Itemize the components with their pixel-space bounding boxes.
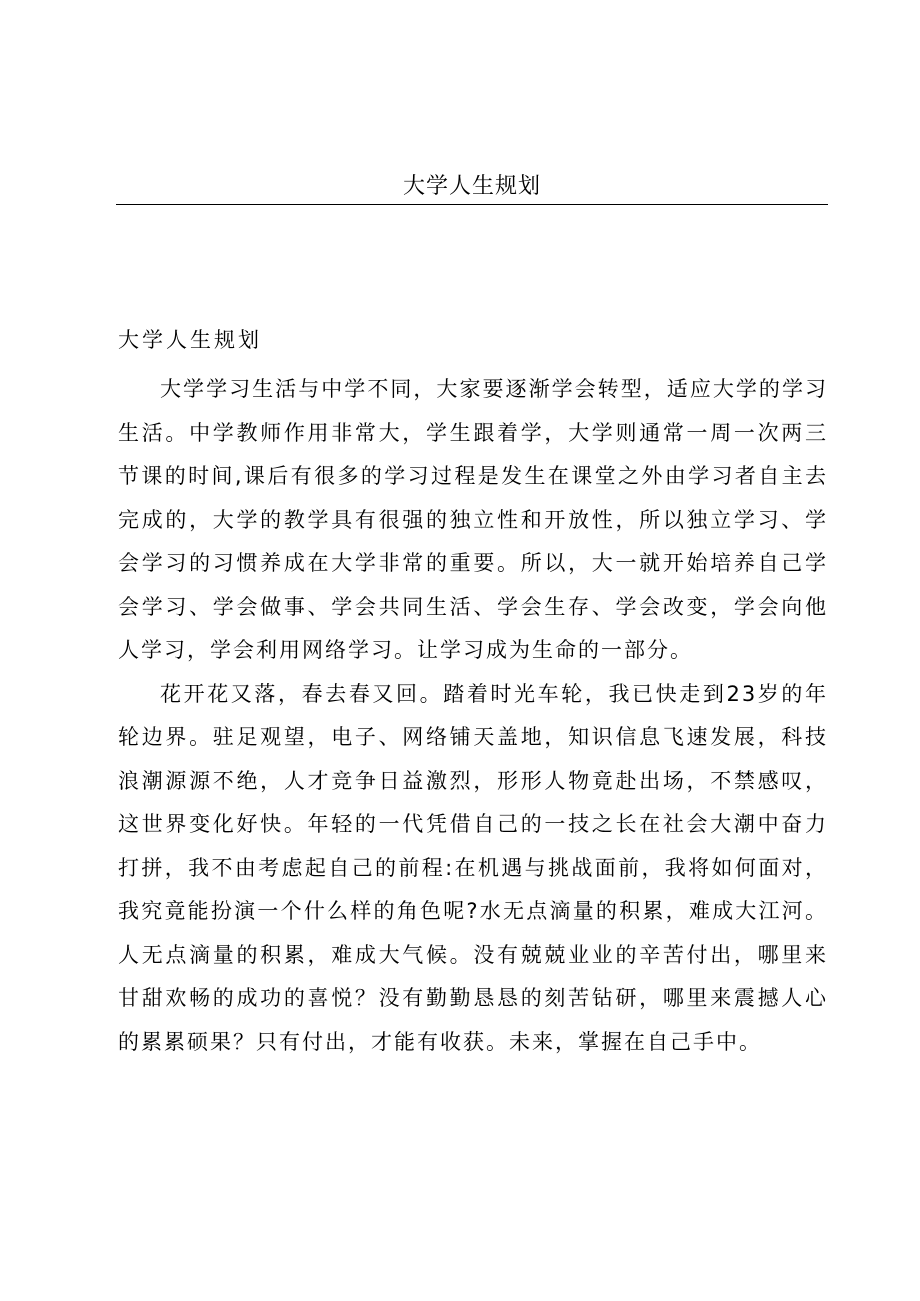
document-heading: 大学人生规划 bbox=[118, 328, 262, 352]
paragraph-2: 花开花又落，春去春又回。踏着时光车轮，我已快走到23岁的年轮边界。驻足观望，电子、网络铺天盖地，知识信息飞速发展，科技浪潮源源不绝，人才竞争日益激烈，形形人物竟赴出场，不禁感叹，这世界变化好快。年轻的一代凭借自己的一技之长在社会大潮中奋力打拼，我不由考虑起自己的前程:在机遇与挑战面前，我将如何面对，我究竟能扮演一个什么样的角色呢?水无点滴量的积累，难成大江河。人无点滴量的积累，难成大气候。没有兢兢业业的辛苦付出，哪里来甘甜欢畅的成功的喜悦？没有勤勤恳恳的刻苦钻研，哪里来震撼人心的累累硕果？只有付出，才能有收获。未来，掌握在自己手中。 bbox=[118, 681, 828, 1054]
header-title: 大学人生规划 bbox=[402, 174, 541, 199]
document-body bbox=[118, 368, 828, 1064]
page-header bbox=[116, 170, 828, 205]
paragraph-1: 大学学习生活与中学不同，大家要逐渐学会转型，适应大学的学习生活。中学教师作用非常大，学生跟着学，大学则通常一周一次两三节课的时间,课后有很多的学习过程是发生在课堂之外由学习者自主去完成的，大学的教学具有很强的独立性和开放性，所以独立学习、学会学习的习惯养成在大学非常的重要。所以，大一就开始培养自己学会学习、学会做事、学会共同生活、学会生存、学会改变，学会向他人学习，学会利用网络学习。让学习成为生命的一部分。 bbox=[118, 377, 828, 662]
